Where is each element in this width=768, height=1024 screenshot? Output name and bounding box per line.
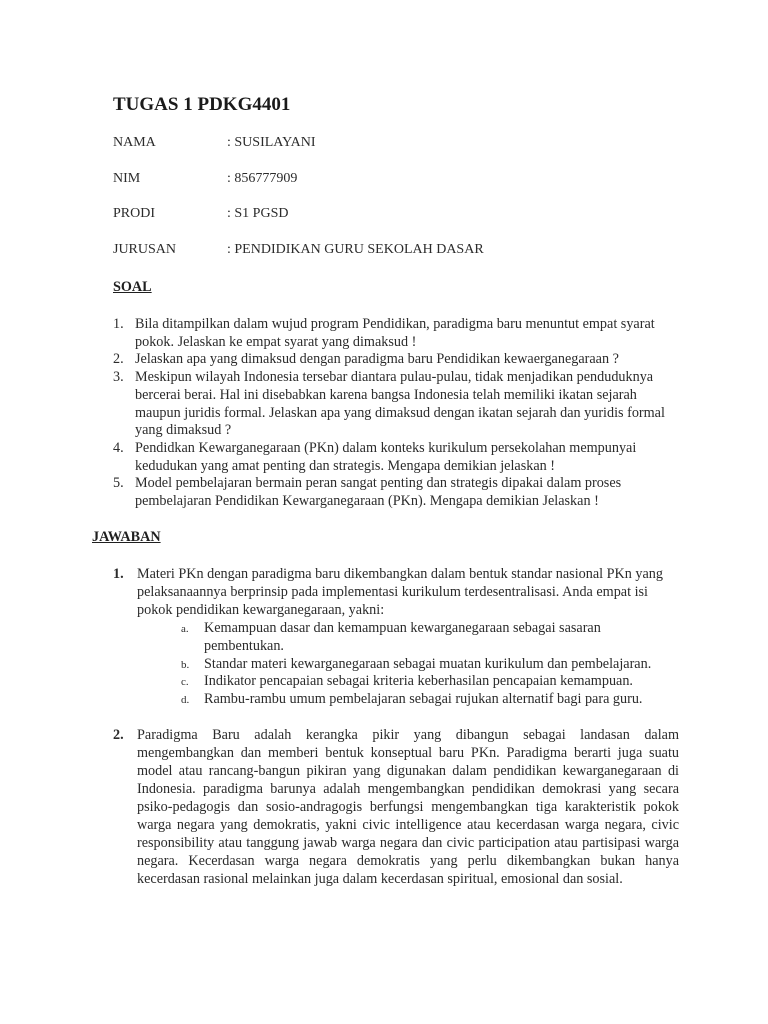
sub-text: Kemampuan dasar dan kemampuan kewarganegaraan sebagai sasaran pembentukan. xyxy=(204,619,601,654)
sub-item xyxy=(181,620,679,656)
answer-list xyxy=(113,566,679,888)
question-number: 2. xyxy=(113,351,124,368)
answer-text: Materi PKn dengan paradigma baru dikembangkan dalam bentuk standar nasional PKn yang pelaksanaannya berprinsip pada implementasi kurikulum terdesentralisasi. Anda empat isi pokok pendidikan kewarganegaraan, yakni: xyxy=(137,566,663,618)
answer-item xyxy=(113,566,679,709)
question-text: Model pembelajaran bermain peran sangat penting dan strategis dipakai dalam proses pembelajaran Pendidikan Kewarganegaraan (PKn). Mengapa demikian Jelaskan ! xyxy=(135,475,622,510)
sub-letter: b. xyxy=(181,658,190,671)
question-number: 1. xyxy=(113,316,124,332)
sub-text: Standar materi kewarganegaraan sebagai muatan kurikulum dan pembelajaran. xyxy=(204,655,652,672)
question-list xyxy=(113,316,673,511)
title-label: TUGAS 1 xyxy=(113,94,193,115)
info-value: : S1 PGSD xyxy=(227,206,289,221)
info-label: NIM xyxy=(113,171,141,186)
answer-item xyxy=(113,727,679,888)
question-text: Jelaskan apa yang dimaksud dengan paradigma baru Pendidikan kewaerganegaraan ? xyxy=(135,351,619,368)
info-value: : PENDIDIKAN GURU SEKOLAH DASAR xyxy=(227,242,484,257)
question-text: Meskipun wilayah Indonesia tersebar diantara pulau-pulau, tidak menjadikan penduduknya bercerai berai. Hal ini disebabkan karena bangsa Indonesia telah memiliki ikatan sejarah maupun juridis formal. Jelaskan apa yang dimaksud dengan ikatan sejarah dan yuridis formal yang dimaksud ? xyxy=(135,369,665,439)
info-label: NAMA xyxy=(113,135,156,150)
sub-list xyxy=(137,620,679,710)
info-value: : 856777909 xyxy=(227,171,298,186)
list-item xyxy=(113,475,673,510)
list-item xyxy=(113,440,673,475)
question-number: 3. xyxy=(113,369,124,386)
answer-text: Paradigma Baru adalah kerangka pikir yang dibangun sebagai landasan dalam mengembangkan dan memberi bentuk konseptual baru PKn. Paradigma berarti juga suatu model atau rancang-bangun pikiran yang digunakan dalam pendidikan kewarganegaraan di Indonesia. paradigma barunya adalah mengembangkan pendidikan demokrasi yang secara psiko-pedagogis dan sosio-andragogis berfungsi mengembangkan tiga karakteristik pokok warga negara yang demokratis, yakni civic intelligence atau kecerdasan warga negara, civic responsibility atau tanggung jawab warga negara dan civic participation atau partisipasi warga negara. Kecerdasan warga negara demokratis yang perlu dikembangkan bukan hanya kecerdasan rasional melainkan juga dalam kecerdasan spiritual, emosional dan sosial. xyxy=(137,727,679,887)
info-row-nama xyxy=(113,135,316,151)
sub-item xyxy=(181,691,679,709)
sub-text: Rambu-rambu umum pembelajaran sebagai rujukan alternatif bagi para guru. xyxy=(204,691,643,708)
list-item xyxy=(113,316,673,351)
list-item xyxy=(113,369,673,440)
info-row-nim xyxy=(113,171,297,187)
sub-text: Indikator pencapaian sebagai kriteria keberhasilan pencapaian kemampuan. xyxy=(204,673,633,690)
info-value: : SUSILAYANI xyxy=(227,135,316,150)
question-text: Bila ditampilkan dalam wujud program Pendidikan, paradigma baru menuntut empat syarat pokok. Jelaskan ke empat syarat yang dimaksud ! xyxy=(135,316,655,350)
sub-letter: d. xyxy=(181,694,190,707)
info-row-prodi xyxy=(113,206,288,222)
answer-number: 1. xyxy=(113,566,124,582)
question-number: 4. xyxy=(113,439,124,456)
info-label: JURUSAN xyxy=(113,242,177,257)
sub-item xyxy=(181,656,679,674)
question-number: 5. xyxy=(113,475,124,492)
question-text: Pendidkan Kewarganegaraan (PKn) dalam konteks kurikulum persekolahan mempunyai kedudukan yang amat penting dan strategis. Mengapa demikian jelaskan ! xyxy=(135,439,637,474)
info-row-jurusan xyxy=(113,242,484,258)
sub-letter: c. xyxy=(181,676,189,689)
jawaban-heading: JAWABAN xyxy=(92,529,161,545)
soal-heading: SOAL xyxy=(113,279,152,295)
list-item xyxy=(113,351,673,369)
sub-letter: a. xyxy=(181,622,189,635)
document-title xyxy=(113,94,290,116)
info-label: PRODI xyxy=(113,206,156,221)
sub-item xyxy=(181,673,679,691)
answer-number: 2. xyxy=(113,727,124,744)
course-code: PDKG4401 xyxy=(197,94,291,115)
